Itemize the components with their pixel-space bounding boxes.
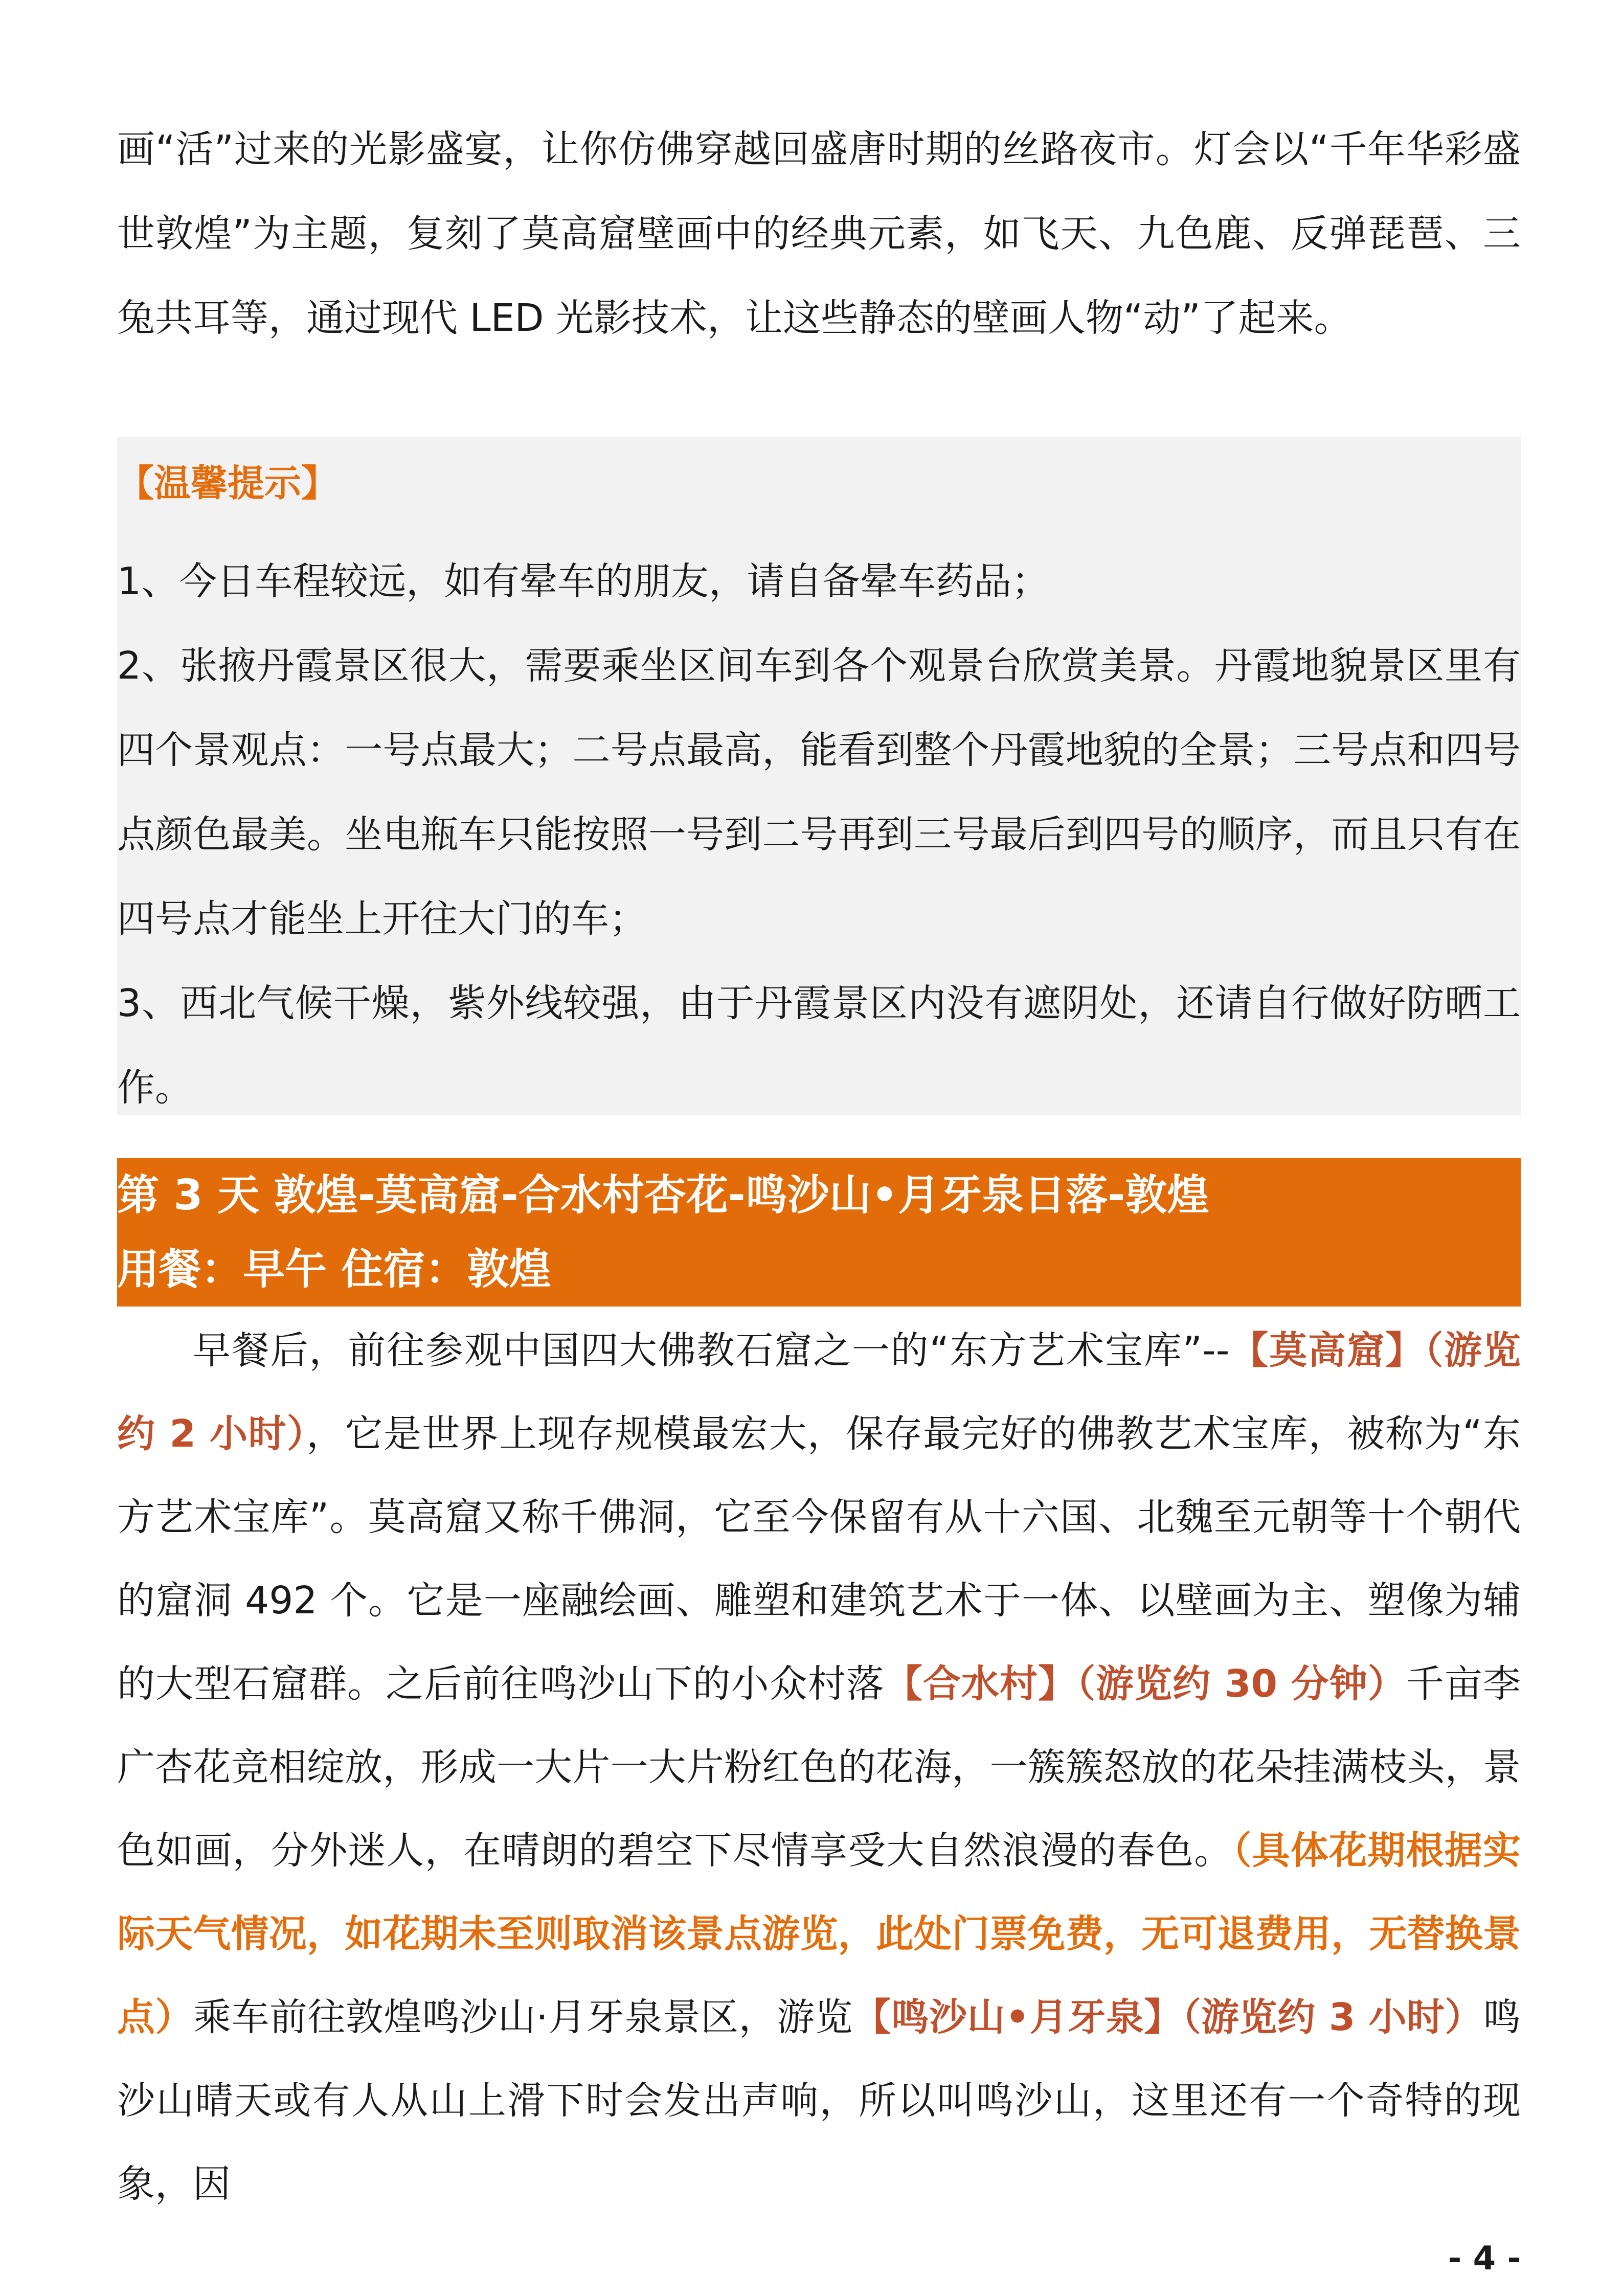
tips-title: 【温馨提示】	[117, 462, 339, 505]
tips-item-3: 3、西北气候干燥，紫外线较强，由于丹霞景区内没有遮阴处，还请自行做好防晒工作。	[117, 981, 1521, 1110]
tips-item-2: 2、张掖丹霞景区很大，需要乘坐区间车到各个观景台欣赏美景。丹霞地貌景区里有四个景观点：一号点最大；二号点最高，能看到整个丹霞地貌的全景；三号点和四号点颜色最美。坐电瓶车只能按照一号到二号再到三号最后到四号的顺序，而且只有在四号点才能坐上开往大门的车；	[117, 644, 1521, 941]
intro-section	[117, 107, 1521, 361]
tips-item-1: 1、今日车程较远，如有晕车的朋友，请自备晕车药品；	[117, 559, 1050, 603]
text-segment: 早餐后，前往参观中国四大佛教石窟之一的“东方艺术宝库”--	[193, 1329, 1230, 1372]
text-segment: 乘车前往敦煌鸣沙山·月牙泉景区，游览	[193, 1995, 853, 2039]
page-number: - 4 -	[1448, 2240, 1521, 2278]
text-segment: ，它是世界上现存规模最宏大，保存最完好的佛教艺术宝库，被称为“东方艺术宝库”。莫高窟又称千佛洞，它至今保留有从十六国、北魏至元朝等十个朝代的窟洞 492 个。它是一座融绘画、雕塑和建筑艺术于一体、以壁画为主、塑像为辅的大型石窟群。之后前往鸣沙山下的小众村落	[117, 1412, 1521, 1706]
text-segment: 鸣沙山晴天或有人从山上滑下时会发出声响，所以叫鸣沙山，这里还有一个奇特的现象，因	[117, 1995, 1521, 2206]
highlight-mingsha: 【鸣沙山•月牙泉】（游览约 3 小时）	[853, 1995, 1483, 2039]
highlight-heshui: 【合水村】（游览约 30 分钟）	[884, 1662, 1406, 1706]
highlight-mogao: 【莫高窟】（游览约 2 小时）	[117, 1329, 1521, 1456]
description-paragraph	[117, 1309, 1521, 2226]
day-title: 第 3 天 敦煌-莫高窟-合水村杏花-鸣沙山•月牙泉日落-敦煌	[117, 1171, 1209, 1220]
intro-paragraph: 画“活”过来的光影盛宴，让你仿佛穿越回盛唐时期的丝路夜市。灯会以“千年华彩盛世敦煌”为主题，复刻了莫高窟壁画中的经典元素，如飞天、九色鹿、反弹琵琶、三兔共耳等，通过现代 LED 光影技术，让这些静态的壁画人物“动”了起来。	[117, 127, 1521, 340]
tips-box	[117, 437, 1521, 1115]
day-description	[117, 1309, 1521, 2226]
text-segment: 千亩李广杏花竞相绽放，形成一大片一大片粉红色的花海，一簇簇怒放的花朵挂满枝头，景色如画，分外迷人，在晴朗的碧空下尽情享受大自然浪漫的春色。	[117, 1662, 1521, 1873]
day-meals: 用餐：早午 住宿：敦煌	[117, 1245, 551, 1294]
highlight-note: （具体花期根据实际天气情况，如花期未至则取消该景点游览，此处门票免费，无可退费用，无替换景点）	[117, 1829, 1521, 2039]
day-header	[117, 1158, 1521, 1307]
